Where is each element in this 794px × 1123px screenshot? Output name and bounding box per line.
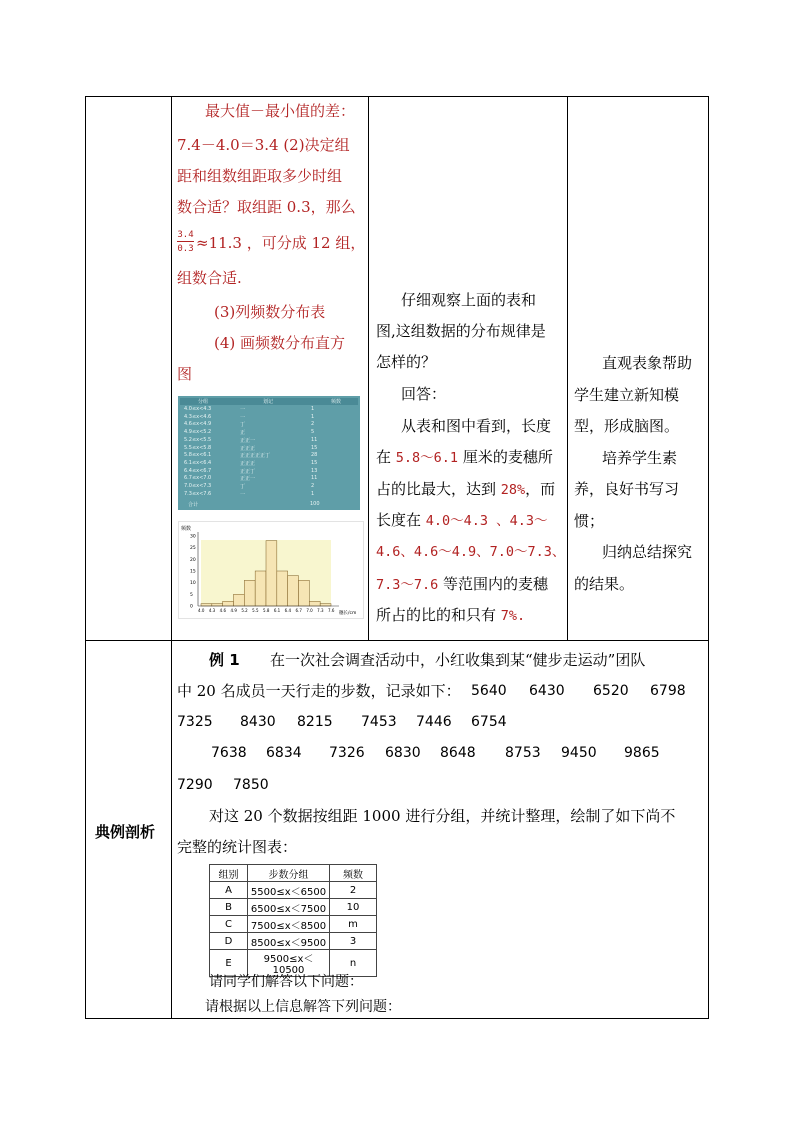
histogram-bar (277, 571, 288, 606)
frequency-cell: 13 (311, 467, 318, 474)
intent-line-5: 养，良好书写习 (574, 480, 680, 498)
histogram-x-tick: 5.8 (263, 608, 270, 613)
table-bottom-border (85, 1018, 709, 1019)
frequency-cell: 丁 (240, 422, 246, 429)
answer-line-2: 在 5.8～6.1 厘米的麦穗所 (376, 448, 553, 466)
step-table-cell: 8500≤x＜9500 (248, 933, 330, 950)
step-table-cell: 6500≤x＜7500 (248, 899, 330, 916)
histogram-x-tick: 7.3 (317, 608, 324, 613)
histogram-xlabel: 穗长/cm (339, 611, 357, 616)
question-prompt-1: 请同学们解答以下问题： (209, 974, 363, 990)
method-line-9: 图 (177, 365, 193, 383)
frequency-cell: 正正一 (240, 476, 256, 483)
step-table-cell: 7500≤x＜8500 (248, 916, 330, 933)
histogram-bar (288, 576, 299, 606)
step-table-cell: E (210, 950, 248, 977)
histogram-bar (299, 580, 310, 606)
step-table-header: 组别 (210, 865, 248, 882)
step-table-header: 步数分组 (248, 865, 330, 882)
frequency-cell: 一 (240, 414, 246, 421)
histogram-bar (309, 601, 320, 606)
step-value: 7326 (329, 745, 365, 761)
step-value: 6520 (593, 683, 629, 699)
answer-line-5: 4.6、4.6～4.9、7.0～7.3、 (376, 544, 566, 560)
histogram-x-tick: 7.0 (306, 608, 313, 613)
histogram-bar (212, 604, 223, 606)
method-line-3: 距和组数组距取多少时组 (177, 167, 343, 185)
step-value: 6430 (529, 683, 565, 699)
histogram-bar (201, 604, 212, 606)
col-divider-2 (368, 96, 369, 641)
step-table-cell: 2 (330, 882, 377, 899)
frequency-cell: 11 (311, 475, 318, 482)
histogram-x-tick: 7.6 (328, 608, 335, 613)
frequency-cell: 7.0≤x<7.3 (184, 483, 212, 489)
step-table-cell: n (330, 950, 377, 977)
method-line-5: ≈11.3 ，可分成 12 组， (196, 234, 366, 252)
frequency-header-group: 分组 (198, 399, 209, 405)
frequency-cell: 正正正正正丁 (240, 453, 271, 460)
histogram-y-tick: 20 (190, 557, 196, 563)
histogram-x-tick: 4.3 (208, 608, 216, 613)
histogram-bar (320, 604, 331, 606)
frequency-cell: 1 (311, 406, 315, 412)
table-right-border (708, 96, 709, 1019)
histogram-y-tick: 25 (190, 546, 196, 552)
frequency-cell: 6.4≤x<6.7 (184, 467, 212, 474)
frequency-total-label: 合计 (188, 502, 199, 508)
question-prompt-2: 请根据以上信息解答下列问题： (205, 999, 401, 1015)
frequency-cell: 4.6≤x<4.9 (184, 421, 212, 428)
step-value: 8215 (297, 714, 333, 730)
frequency-cell: 11 (311, 436, 318, 443)
frequency-cell: 正正丁 (240, 468, 256, 475)
step-value: 7850 (233, 777, 269, 793)
step-table-header: 频数 (330, 865, 377, 882)
intent-line-3: 型，形成脑图。 (574, 417, 680, 435)
frequency-cell: 6.7≤x<7.0 (184, 475, 212, 482)
frequency-cell: 15 (311, 459, 318, 466)
answer-line-7: 所占的比的和只有 7%. (376, 606, 526, 624)
step-value: 8430 (240, 714, 276, 730)
row-divider (85, 640, 709, 641)
frequency-cell: 丁 (240, 484, 246, 490)
histogram-y-tick: 30 (190, 534, 196, 540)
question-line-1: 仔细观察上面的表和 (401, 291, 537, 309)
step-value: 7638 (211, 745, 247, 761)
step-table-row (210, 916, 377, 933)
method-line-4: 数合适？取组距 0.3，那么 (177, 198, 356, 216)
histogram-ylabel: 频数 (181, 526, 192, 532)
intent-line-7: 归纳总结探究 (602, 543, 693, 561)
step-table-cell: 10 (330, 899, 377, 916)
frequency-cell: 28 (311, 452, 318, 459)
intent-line-1: 直观表象帮助 (602, 354, 693, 372)
example-para-2: 完整的统计图表： (177, 838, 298, 856)
frequency-total-value: 100 (310, 501, 320, 507)
answer-line-3: 占的比最大，达到 28%，而 (376, 480, 556, 498)
step-group-table (209, 864, 377, 977)
histogram-y-tick: 10 (190, 581, 196, 587)
col-divider-3 (567, 96, 568, 641)
histogram-x-tick: 4.9 (230, 608, 237, 613)
step-value: 8753 (505, 745, 541, 761)
step-table-cell: 3 (330, 933, 377, 950)
step-table-row (210, 933, 377, 950)
frequency-cell: 1 (311, 413, 315, 420)
method-line-2: 7.4－4.0＝3.4 (2)决定组 (177, 136, 350, 154)
answer-line-4: 长度在 4.0～4.3 、4.3～ (376, 511, 548, 529)
step-table-cell: A (210, 882, 248, 899)
method-line-6: 组数合适. (177, 269, 242, 287)
step-table-cell: C (210, 916, 248, 933)
section-label: 典例剖析 (95, 823, 156, 841)
frequency-cell: 5.8≤x<6.1 (184, 452, 212, 459)
frequency-cell: 1 (311, 490, 315, 497)
intent-line-4: 培养学生素 (602, 449, 678, 467)
histogram-chart (179, 522, 363, 618)
frequency-cell: 2 (311, 421, 315, 428)
histogram-bar (234, 594, 245, 606)
frequency-header-count: 频数 (331, 399, 342, 405)
step-value: 5640 (471, 683, 507, 699)
col-divider-1 (171, 96, 172, 1019)
frequency-cell: 4.3≤x<4.6 (184, 413, 212, 420)
example-title: 例 1 (209, 651, 240, 669)
histogram-bar (255, 571, 266, 606)
frequency-cell: 5 (311, 429, 315, 436)
step-value: 7453 (361, 714, 397, 730)
frequency-cell: 15 (311, 444, 318, 451)
step-value: 6754 (471, 714, 507, 730)
answer-label: 回答： (401, 385, 447, 403)
histogram-x-tick: 6.4 (284, 608, 292, 613)
step-table-row (210, 882, 377, 899)
method-line-1: 最大值－最小值的差： (205, 102, 356, 120)
fraction-bar (177, 241, 194, 242)
frequency-cell: 4.9≤x<5.2 (184, 429, 212, 436)
fraction-numerator: 3.4 (177, 230, 194, 240)
frequency-cell: 5.2≤x<5.5 (184, 436, 212, 443)
histogram-bar (223, 601, 234, 606)
histogram-y-tick: 5 (190, 592, 193, 598)
frequency-cell: 4.0≤x<4.3 (184, 406, 212, 412)
method-line-8: (4) 画频数分布直方 (214, 334, 346, 352)
step-value: 9450 (561, 745, 597, 761)
step-table-row (210, 899, 377, 916)
frequency-cell: 一 (240, 491, 246, 498)
step-table-header-row (210, 865, 377, 882)
step-table-cell: D (210, 933, 248, 950)
histogram-bar (244, 580, 255, 606)
step-value: 6834 (266, 745, 302, 761)
histogram-x-tick: 5.2 (241, 608, 248, 613)
step-value: 6798 (650, 683, 686, 699)
histogram-figure (178, 521, 364, 619)
table-left-border (85, 96, 86, 1019)
example-intro: 在一次社会调查活动中，小红收集到某“健步走运动”团队 (270, 651, 646, 669)
fraction-denominator: 0.3 (177, 244, 194, 254)
step-table-cell: 9500≤x＜10500 (248, 950, 330, 977)
intent-line-6: 惯； (574, 512, 605, 530)
histogram-x-tick: 6.7 (295, 608, 302, 613)
step-table-cell: m (330, 916, 377, 933)
intent-line-2: 学生建立新知模 (574, 386, 680, 404)
frequency-cell: 7.3≤x<7.6 (184, 490, 212, 497)
step-value: 7325 (177, 714, 213, 730)
method-line-7: (3)列频数分布表 (214, 303, 326, 321)
intent-line-8: 的结果。 (574, 575, 635, 593)
question-line-2: 图,这组数据的分布规律是 (376, 322, 546, 340)
step-value: 7290 (177, 777, 213, 793)
frequency-cell: 2 (311, 483, 315, 489)
example-para-1: 对这 20 个数据按组距 1000 进行分组，并统计整理，绘制了如下尚不 (209, 807, 676, 825)
step-table-cell: 5500≤x＜6500 (248, 882, 330, 899)
histogram-x-tick: 4.0 (198, 608, 205, 613)
answer-line-6: 7.3～7.6 等范围内的麦穗 (376, 575, 549, 593)
histogram-y-tick: 15 (190, 569, 196, 575)
answer-line-1: 从表和图中看到，长度 (401, 417, 552, 435)
frequency-cell: 正正正 (240, 460, 256, 467)
histogram-x-tick: 6.1 (273, 608, 281, 613)
frequency-cell: 一 (240, 407, 246, 413)
frequency-cell: 正正一 (240, 437, 256, 444)
histogram-bar (266, 541, 277, 606)
histogram-x-tick: 5.5 (252, 608, 259, 613)
table-top-border (85, 96, 709, 97)
step-value: 7446 (416, 714, 452, 730)
frequency-cell: 正 (240, 430, 246, 437)
frequency-cell: 5.5≤x<5.8 (184, 444, 212, 451)
step-value: 9865 (624, 745, 660, 761)
histogram-x-tick: 4.6 (219, 608, 227, 613)
frequency-cell: 6.1≤x<6.4 (184, 459, 212, 466)
question-line-3: 怎样的？ (376, 353, 437, 371)
histogram-y-tick: 0 (190, 604, 193, 610)
step-value: 6830 (385, 745, 421, 761)
example-line-2: 中 20 名成员一天行走的步数，记录如下： (177, 682, 461, 700)
frequency-header-tally: 划记 (263, 399, 274, 405)
frequency-cell: 正正正 (240, 445, 256, 452)
step-table-cell: B (210, 899, 248, 916)
step-value: 8648 (440, 745, 476, 761)
frequency-table (178, 396, 360, 510)
